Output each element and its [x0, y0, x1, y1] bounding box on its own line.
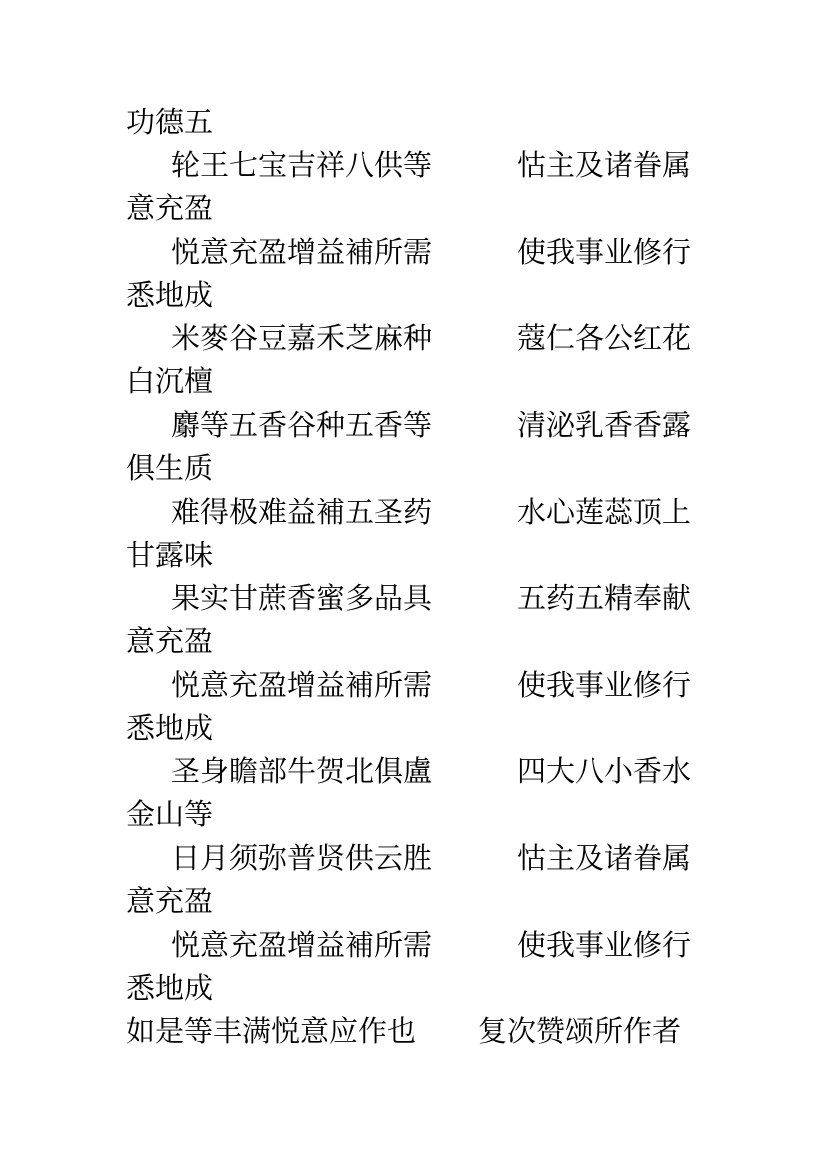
verse-line-10-first: 悦意充盈增益補所需: [171, 928, 433, 962]
verse-line-7-second: 使我事业修行: [517, 668, 692, 702]
verse-line-8-tail: 金山等: [126, 797, 214, 831]
verse-line-9-tail: 意充盈: [126, 884, 214, 918]
section-heading: 功德五: [126, 105, 214, 139]
verse-line-8-second: 四大八小香水: [517, 754, 692, 788]
verse-line-3-tail: 白沉檀: [126, 364, 214, 398]
verse-line-1-first: 轮王七宝吉祥八供等: [171, 148, 433, 182]
closing-line-second: 复次赞颂所作者: [478, 1014, 682, 1048]
verse-line-7-first: 悦意充盈增益補所需: [171, 668, 433, 702]
verse-line-4-first: 麝等五香谷种五香等: [171, 408, 433, 442]
verse-line-6-first: 果实甘蔗香蜜多品具: [171, 581, 433, 615]
verse-line-10-second: 使我事业修行: [517, 928, 692, 962]
verse-line-6-second: 五药五精奉献: [517, 581, 692, 615]
verse-line-2-tail: 悉地成: [126, 278, 214, 312]
verse-line-8-first: 圣身瞻部牛贺北俱盧: [171, 754, 433, 788]
verse-line-5-tail: 甘露味: [126, 538, 214, 572]
verse-line-4-second: 清泌乳香香露: [517, 408, 692, 442]
verse-line-2-first: 悦意充盈增益補所需: [171, 235, 433, 269]
verse-line-1-second: 怙主及诸眷属: [517, 148, 692, 182]
verse-line-5-second: 水心莲蕊顶上: [517, 495, 692, 529]
verse-line-2-second: 使我事业修行: [517, 235, 692, 269]
verse-line-3-second: 蔻仁各公红花: [517, 321, 692, 355]
verse-line-10-tail: 悉地成: [126, 971, 214, 1005]
verse-line-3-first: 米麥谷豆嘉禾芝麻种: [171, 321, 433, 355]
verse-line-4-tail: 俱生质: [126, 451, 214, 485]
verse-line-6-tail: 意充盈: [126, 624, 214, 658]
verse-line-7-tail: 悉地成: [126, 711, 214, 745]
closing-line-first: 如是等丰满悦意应作也: [126, 1014, 417, 1048]
verse-line-5-first: 难得极难益補五圣药: [171, 495, 433, 529]
verse-line-1-tail: 意充盈: [126, 191, 214, 225]
verse-line-9-first: 日月须弥普贤供云胜: [171, 841, 433, 875]
verse-line-9-second: 怙主及诸眷属: [517, 841, 692, 875]
